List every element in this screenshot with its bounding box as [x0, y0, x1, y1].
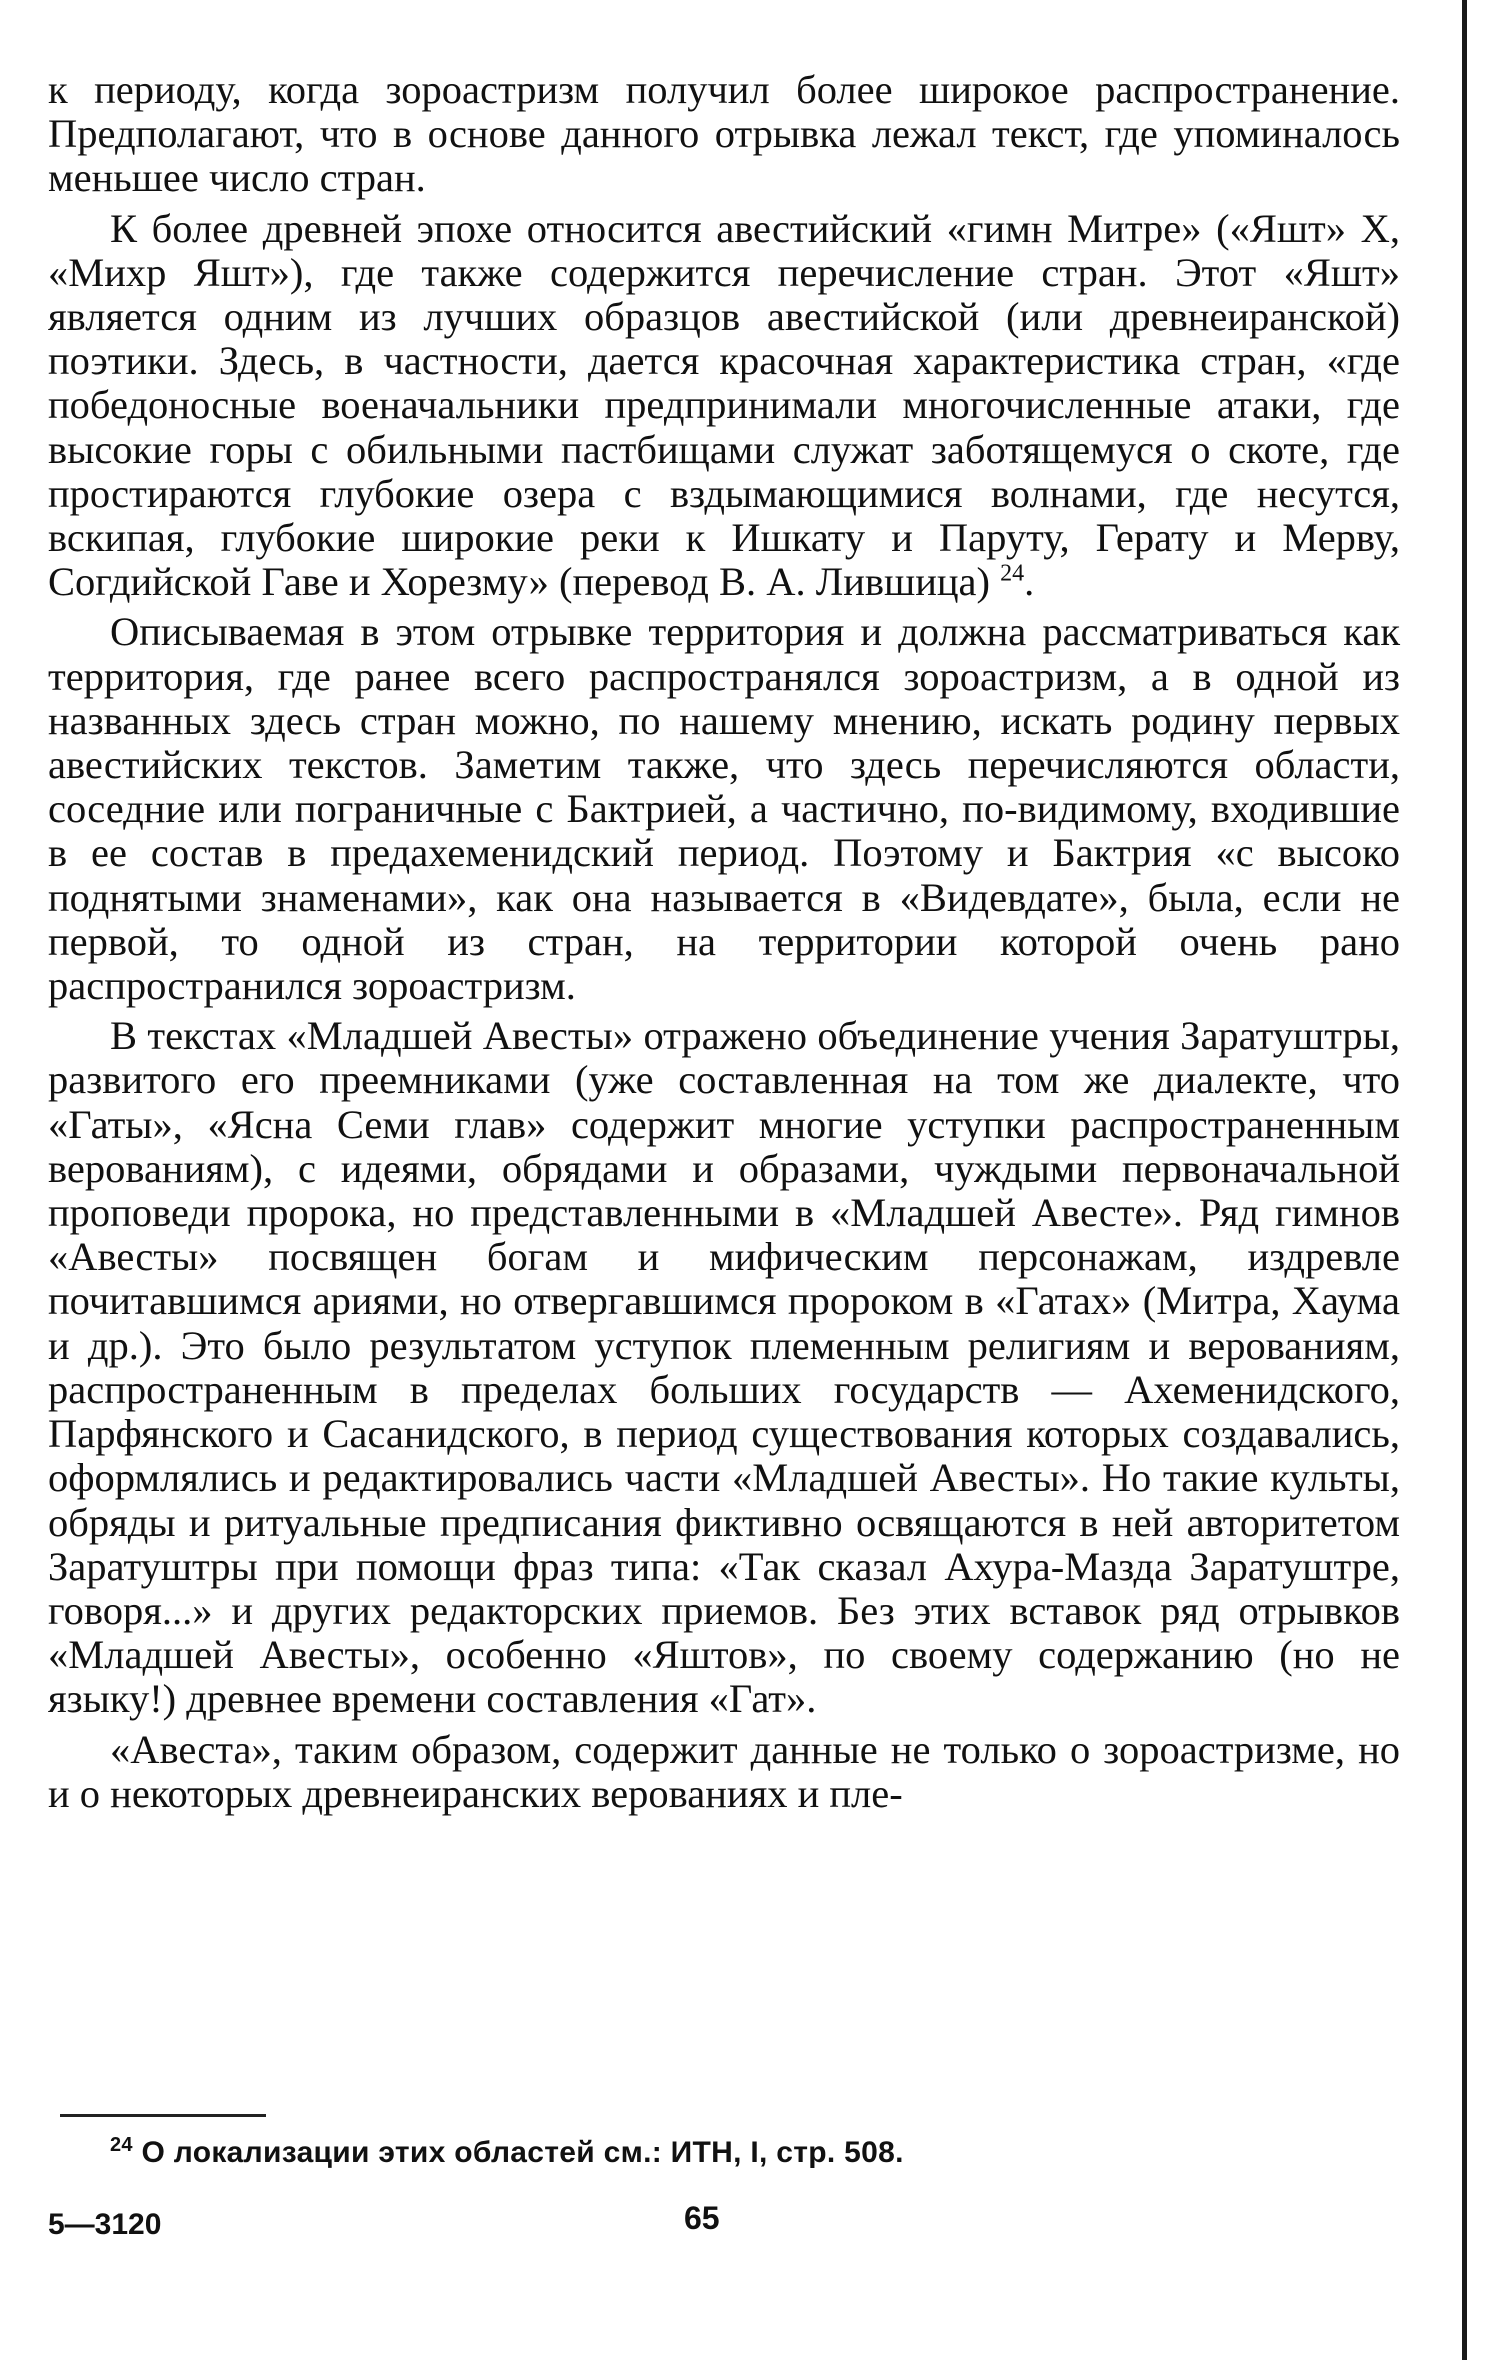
paragraph-2-text: К более древней эпохе относится авестийский «гимн Митре» («Яшт» X, «Михр Яшт»), где также содержится перечисление стран. Этот «Яшт» является одним из лучших образцов авестийской (или древнеиранской) поэтики. Здесь, в частности, дается красочная характеристика стран, «где победоносные военачальники предпринимали многочисленные атаки, где высокие горы с обильными пастбищами служат заботящемуся о скоте, где простираются глубокие озера с вздымающимися волнами, где несутся, вскипая, глубокие широкие реки к Ишкату и Паруту, Герату и Мерву, Согдийской Гаве и Хорезму» (перевод В. А. Лившица): [48, 205, 1400, 605]
printer-signature: 5—3120: [48, 2208, 162, 2241]
footnote: [110, 2136, 904, 2170]
paragraph-3: Описываемая в этом отрывке территория и должна рассматриваться как территория, где ранее всего распространялся зороастризм, а в одной из названных здесь стран можно, по нашему мнению, искать родину первых авестийских текстов. Заметим также, что здесь перечисляются области, соседние или пограничные с Бактрией, а частично, по-видимому, входившие в ее состав в предахеменидский период. Поэтому и Бактрия «с высоко поднятыми знаменами», как она называется в «Видевдате», была, если не первой, то одной из стран, на территории которой очень рано распространился зороастризм.: [48, 609, 1400, 1009]
footnote-reference: 24: [1000, 560, 1025, 587]
footnote-separator: [60, 2114, 266, 2117]
paragraph-5: «Авеста», таким образом, содержит данные не только о зороастризме, но и о некоторых древнеиранских верованиях и пле-: [48, 1726, 1400, 1816]
paragraph-4: В текстах «Младшей Авесты» отражено объединение учения Заратуштры, развитого его преемниками (уже составленная на том же диалекте, что «Гаты», «Ясна Семи глав» содержит многие уступки распространенным верованиям), с идеями, обрядами и образами, чуждыми первоначальной проповеди пророка, но представленными в «Младшей Авесте». Ряд гимнов «Авесты» посвящен богам и мифическим персонажам, издревле почитавшимся ариями, но отвергавшимся пророком в «Гатах» (Митра, Хаума и др.). Это было результатом уступок племенным религиям и верованиям, распространенным в пределах больших государств — Ахеменидского, Парфянского и Сасанидского, в период существования которых создавались, оформлялись и редактировались части «Младшей Авесты». Но такие культы, обряды и ритуальные предписания фиктивно освящаются в ней авторитетом Заратуштры при помощи фраз типа: «Так сказал Ахура-Мазда Заратуштре, говоря...» и других редакторских приемов. Без этих вставок ряд отрывков «Младшей Авесты», особенно «Яштов», по своему содержанию (но не языку!) древнее времени составления «Гат».: [48, 1013, 1400, 1722]
footnote-number: 24: [110, 2134, 133, 2156]
footnote-reference-tail: .: [1024, 559, 1035, 605]
page-edge-rule: [1462, 0, 1467, 2360]
paragraph-1: к периоду, когда зороастризм получил более широкое распространение. Предполагают, что в основе данного отрывка лежал текст, где упоминалось меньшее число стран.: [48, 67, 1400, 201]
paragraph-2: [48, 207, 1400, 605]
footnote-text: О локализации этих областей см.: ИТН, I, стр. 508.: [141, 2136, 904, 2169]
page-number: 65: [684, 2200, 720, 2236]
main-text: [48, 68, 1400, 1816]
